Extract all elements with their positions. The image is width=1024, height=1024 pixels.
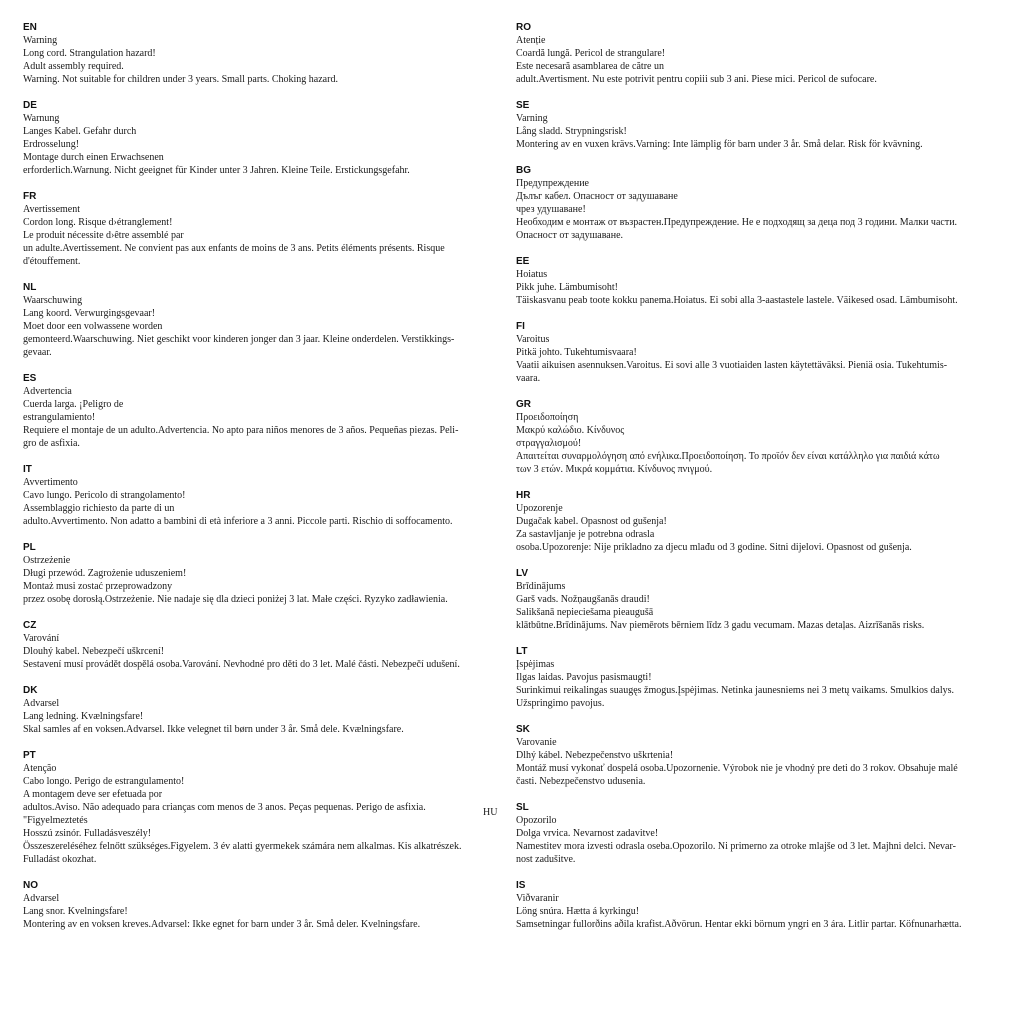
language-code: EN bbox=[23, 22, 37, 33]
warning-block-sl bbox=[516, 801, 986, 866]
warning-text-line: Opozorilo bbox=[516, 815, 557, 826]
warning-text-line: vaara. bbox=[516, 373, 541, 384]
language-code: CZ bbox=[23, 620, 37, 631]
warning-text-line: Dugačak kabel. Opasnost od gušenja! bbox=[516, 516, 667, 527]
warning-block-nl bbox=[23, 281, 493, 359]
warning-text-line: Assemblaggio richiesto da parte di un bbox=[23, 503, 175, 514]
warning-text-line: στραγγαλισμού! bbox=[516, 438, 582, 449]
language-code: GR bbox=[516, 399, 531, 410]
warning-text-line: Salikšanā nepieciešama pieaugušā bbox=[516, 607, 654, 618]
language-code: DK bbox=[23, 685, 38, 696]
warning-text-line: Опасност от задушаване. bbox=[516, 230, 624, 241]
language-code: BG bbox=[516, 165, 531, 176]
language-code: RO bbox=[516, 22, 531, 33]
language-code: PT bbox=[23, 750, 36, 761]
warning-block-pl bbox=[23, 541, 493, 606]
warning-text-line: Atenție bbox=[516, 35, 546, 46]
warning-text-line: Varoitus bbox=[516, 334, 550, 345]
language-code: NL bbox=[23, 282, 37, 293]
warning-text-line: Hoiatus bbox=[516, 269, 548, 280]
warning-block-fi bbox=[516, 320, 986, 385]
warning-text-line: Warnung bbox=[23, 113, 60, 124]
warning-text-line: Ilgas laidas. Pavojus pasismaugti! bbox=[516, 672, 652, 683]
warning-text-line: Warning bbox=[23, 35, 58, 46]
warning-text-line: Összeszereléséhez felnőtt szükséges.Figyelem. 3 év alatti gyermekek számára nem alkalmas. Kis alkatrészek. bbox=[23, 841, 462, 852]
warning-text-line: Langes Kabel. Gefahr durch bbox=[23, 126, 137, 137]
warning-text-line: Pitkä johto. Tukehtumisvaara! bbox=[516, 347, 637, 358]
language-code: IT bbox=[23, 464, 32, 475]
warning-text-line: adultos.Aviso. Não adequado para crianças com menos de 3 anos. Peças pequenas. Perigo de asfixia. bbox=[23, 802, 426, 813]
warning-text-line: Vaatii aikuisen asennuksen.Varoitus. Ei sovi alle 3 vuotiaiden lasten käytettäväksi. Pieniä osia. Tukehtumis- bbox=[516, 360, 948, 371]
warning-text-line: Samsetningar fullorðins aðila krafist.Aðvörun. Hentar ekki börnum yngri en 3 ára. Litlir partar. Köfnunarhætta. bbox=[516, 919, 962, 930]
warning-text-line: Sestavení musí provádět dospělá osoba.Varování. Nevhodné pro děti do 3 let. Malé části. Nebezpečí udušení. bbox=[23, 659, 460, 670]
warning-text-line: Löng snúra. Hætta á kyrkingu! bbox=[516, 906, 640, 917]
warning-text-line: gevaar. bbox=[23, 347, 52, 358]
warning-text-line: Cuerda larga. ¡Peligro de bbox=[23, 399, 124, 410]
language-code: LT bbox=[516, 646, 528, 657]
warning-block-de bbox=[23, 99, 493, 177]
warning-text-line: Varning bbox=[516, 113, 548, 124]
warning-block-en bbox=[23, 21, 493, 86]
warning-text-line: Μακρύ καλώδιο. Κίνδυνος bbox=[516, 425, 625, 436]
language-code: LV bbox=[516, 568, 529, 579]
warning-text-line: Advertencia bbox=[23, 386, 72, 397]
language-code: EE bbox=[516, 256, 530, 267]
warning-text-line: Surinkimui reikalingas suaugęs žmogus.Įspėjimas. Netinka jaunesniems nei 3 metų vaikams. Smulkios dalys. bbox=[516, 685, 954, 696]
warning-block-ro bbox=[516, 21, 986, 86]
warning-text-line: Lang koord. Verwurgingsgevaar! bbox=[23, 308, 156, 319]
warning-text-line: adulto.Avvertimento. Non adatto a bambini di età inferiore a 3 anni. Piccole parti. Rischio di soffocamento. bbox=[23, 516, 453, 527]
warning-text-line: Moet door een volwassene worden bbox=[23, 321, 163, 332]
warning-text-line: Adult assembly required. bbox=[23, 61, 124, 72]
warning-block-hr bbox=[516, 489, 986, 554]
warning-text-line: Lang ledning. Kvælningsfare! bbox=[23, 711, 144, 722]
warning-text-line: Varování bbox=[23, 633, 60, 644]
warning-text-line: d'étouffement. bbox=[23, 256, 81, 267]
warning-text-line: Απαιτείται συναρμολόγηση από ενήλικα.Προειδοποίηση. Το προϊόν δεν είναι κατάλληλο για παιδιά κάτω bbox=[516, 451, 940, 462]
hu-language-code: HU bbox=[483, 807, 498, 818]
language-code: FI bbox=[516, 321, 525, 332]
warning-text-line: Užspringimo pavojus. bbox=[516, 698, 605, 709]
warning-block-se bbox=[516, 99, 986, 151]
warning-text-line: Le produit nécessite d›être assemblé par bbox=[23, 230, 184, 241]
language-code: SL bbox=[516, 802, 529, 813]
warning-text-line: Fulladást okozhat. bbox=[23, 854, 97, 865]
warning-text-line: adult.Avertisment. Nu este potrivit pentru copiii sub 3 ani. Piese mici. Pericol de sufocare. bbox=[516, 74, 877, 85]
warning-block-cz bbox=[23, 619, 493, 671]
warning-text-line: Atenção bbox=[23, 763, 57, 774]
warning-text-line: Skal samles af en voksen.Advarsel. Ikke velegnet til børn under 3 år. Små dele. Kvælningsfare. bbox=[23, 724, 404, 735]
warning-text-line: Warning. Not suitable for children under 3 years. Small parts. Choking hazard. bbox=[23, 74, 338, 85]
warning-text-line: Lang snor. Kvelningsfare! bbox=[23, 906, 128, 917]
warning-text-line: Długi przewód. Zagrożenie uduszeniem! bbox=[23, 568, 187, 579]
warning-text-line: Dlouhý kabel. Nebezpečí uškrcení! bbox=[23, 646, 165, 657]
warning-text-line: Pikk juhe. Lämbumisoht! bbox=[516, 282, 618, 293]
warning-text-line: Cavo lungo. Pericolo di strangolamento! bbox=[23, 490, 186, 501]
warning-text-line: Avertissement bbox=[23, 204, 81, 215]
warning-block-is bbox=[516, 879, 986, 931]
warning-text-line: чрез удушаване! bbox=[516, 204, 586, 215]
language-code: SE bbox=[516, 100, 530, 111]
warning-block-sk bbox=[516, 723, 986, 788]
warning-text-line: Ostrzeżenie bbox=[23, 555, 71, 566]
warning-text-line: erforderlich.Warnung. Nicht geeignet für Kinder unter 3 Jahren. Kleine Teile. Erstickungsgefahr. bbox=[23, 165, 410, 176]
warning-text-line: Hosszú zsinór. Fulladásveszély! bbox=[23, 828, 152, 839]
warning-text-line: Lång sladd. Strypningsrisk! bbox=[516, 126, 627, 137]
warning-text-line: Advarsel bbox=[23, 698, 60, 709]
right-column bbox=[516, 21, 986, 944]
warning-text-line: un adulte.Avertissement. Ne convient pas aux enfants de moins de 3 ans. Petits éléments présents. Risque bbox=[23, 243, 445, 254]
warning-text-line: Предупреждение bbox=[516, 178, 589, 189]
warning-block-bg bbox=[516, 164, 986, 242]
warning-block-pt bbox=[23, 749, 493, 866]
warning-text-line: Avvertimento bbox=[23, 477, 78, 488]
warning-text-line: Необходим е монтаж от възрастен.Предупреждение. Не е подходящ за деца под 3 години. Малки части. bbox=[516, 217, 958, 228]
warning-text-line: nost zadušitve. bbox=[516, 854, 576, 865]
warning-block-fr bbox=[23, 190, 493, 268]
warning-text-line: osoba.Upozorenje: Nije prikladno za djecu mlađu od 3 godine. Sitni dijelovi. Opasnost od gušenja. bbox=[516, 542, 912, 553]
warning-text-line: "Figyelmeztetés bbox=[23, 815, 88, 826]
warning-text-line: Täiskasvanu peab toote kokku panema.Hoiatus. Ei sobi alla 3-aastastele lastele. Väikesed osad. Lämbumisoht. bbox=[516, 295, 958, 306]
warning-text-line: gemonteerd.Waarschuwing. Niet geschikt voor kinderen jonger dan 3 jaar. Kleine onderdelen. Verstikkings- bbox=[23, 334, 455, 345]
warning-text-line: przez osobę dorosłą.Ostrzeżenie. Nie nadaje się dla dzieci poniżej 3 lat. Małe części. Ryzyko zadławienia. bbox=[23, 594, 448, 605]
warning-block-it bbox=[23, 463, 493, 528]
warning-text-line: Namestitev mora izvesti odrasla oseba.Opozorilo. Ni primerno za otroke mlajše od 3 let. Majhni delci. Nevar- bbox=[516, 841, 956, 852]
warning-block-lv bbox=[516, 567, 986, 632]
warning-text-line: klātbūtne.Brīdinājums. Nav piemērots bērniem līdz 3 gadu vecumam. Mazas detaļas. Aizrīšanās risks. bbox=[516, 620, 925, 631]
warning-text-line: Waarschuwing bbox=[23, 295, 83, 306]
warning-block-dk bbox=[23, 684, 493, 736]
warning-block-lt bbox=[516, 645, 986, 710]
language-code: PL bbox=[23, 542, 36, 553]
warning-text-line: Erdrosselung! bbox=[23, 139, 80, 150]
warning-text-line: Montáž musí vykonať dospelá osoba.Upozornenie. Výrobok nie je vhodný pre deti do 3 rokov. Obsahuje malé bbox=[516, 763, 958, 774]
left-column bbox=[23, 21, 493, 944]
warning-text-line: Dlhý kábel. Nebezpečenstvo uškrtenia! bbox=[516, 750, 674, 761]
warning-block-no bbox=[23, 879, 493, 931]
warning-text-line: Advarsel bbox=[23, 893, 60, 904]
warning-text-line: gro de asfixia. bbox=[23, 438, 80, 449]
warning-text-line: Montering av en vuxen krävs.Varning: Inte lämplig för barn under 3 år. Små delar. Risk för kvävning. bbox=[516, 139, 923, 150]
warning-block-gr bbox=[516, 398, 986, 476]
warning-text-line: Long cord. Strangulation hazard! bbox=[23, 48, 156, 59]
warning-text-line: Requiere el montaje de un adulto.Advertencia. No apto para niños menores de 3 años. Pequeñas piezas. Peli- bbox=[23, 425, 459, 436]
warning-text-line: Cabo longo. Perigo de estrangulamento! bbox=[23, 776, 185, 787]
language-code: NO bbox=[23, 880, 38, 891]
language-code: DE bbox=[23, 100, 37, 111]
warning-text-line: Προειδοποίηση bbox=[516, 412, 579, 423]
warning-text-line: estrangulamiento! bbox=[23, 412, 96, 423]
warning-text-line: των 3 ετών. Μικρά κομμάτια. Κίνδυνος πνιγμού. bbox=[516, 464, 713, 475]
warning-text-line: Montaż musi zostać przeprowadzony bbox=[23, 581, 173, 592]
language-code: HR bbox=[516, 490, 531, 501]
warning-text-line: Garš vads. Nožņaugšanās draudi! bbox=[516, 594, 650, 605]
language-code: SK bbox=[516, 724, 530, 735]
warning-text-line: Cordon long. Risque d›étranglement! bbox=[23, 217, 173, 228]
warning-text-line: Este necesară asamblarea de către un bbox=[516, 61, 664, 72]
language-code: ES bbox=[23, 373, 37, 384]
warning-block-ee bbox=[516, 255, 986, 307]
language-code: IS bbox=[516, 880, 526, 891]
warning-text-line: Za sastavljanje je potrebna odrasla bbox=[516, 529, 655, 540]
warning-text-line: Montage durch einen Erwachsenen bbox=[23, 152, 164, 163]
warning-text-line: A montagem deve ser efetuada por bbox=[23, 789, 163, 800]
warning-text-line: Coardă lungă. Pericol de strangulare! bbox=[516, 48, 666, 59]
warning-text-line: Dolga vrvica. Nevarnost zadavitve! bbox=[516, 828, 659, 839]
warning-text-line: Varovanie bbox=[516, 737, 557, 748]
warning-text-line: Viðvaranir bbox=[516, 893, 559, 904]
warning-block-es bbox=[23, 372, 493, 450]
warning-text-line: Įspėjimas bbox=[516, 659, 555, 670]
warning-text-line: Montering av en voksen kreves.Advarsel: Ikke egnet for barn under 3 år. Små deler. Kvelningsfare. bbox=[23, 919, 421, 930]
language-code: FR bbox=[23, 191, 37, 202]
warning-text-line: Дълъг кабел. Опасност от задушаване bbox=[516, 191, 678, 202]
warning-text-line: časti. Nebezpečenstvo udusenia. bbox=[516, 776, 646, 787]
warning-text-line: Upozorenje bbox=[516, 503, 563, 514]
warning-text-line: Brīdinājums bbox=[516, 581, 566, 592]
